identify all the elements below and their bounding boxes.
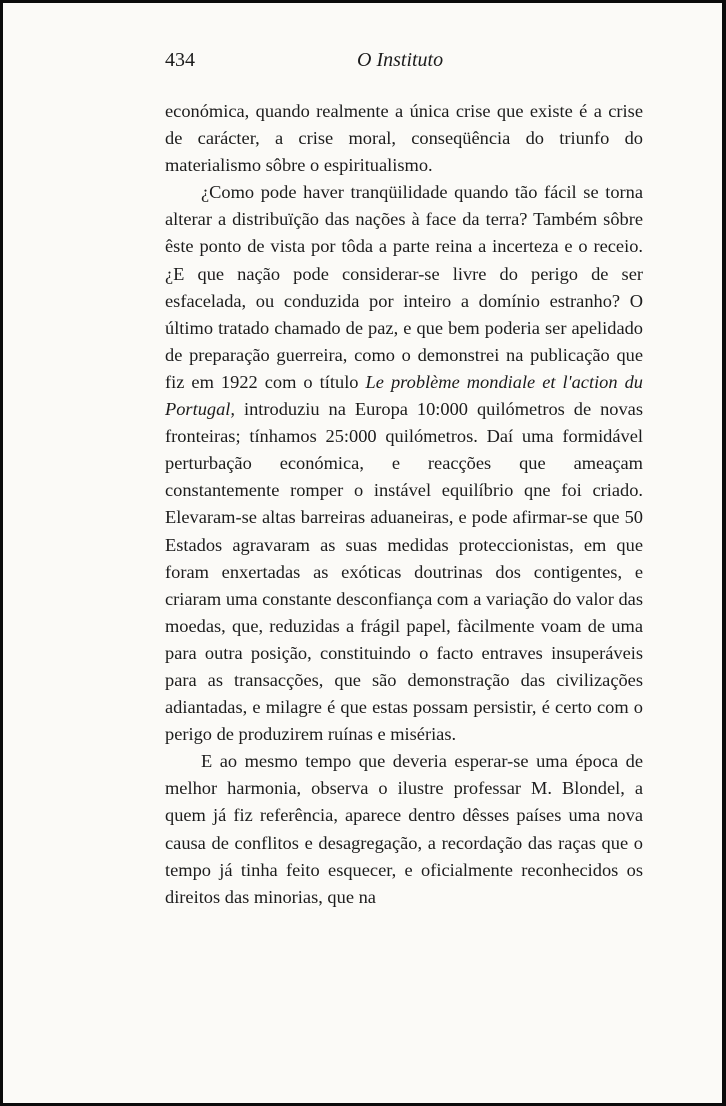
paragraph-3: E ao mesmo tempo que deveria esperar-se uma época de melhor harmonia, observa o ilustre professar M. Blondel, a quem já fiz referência, aparece dentro dêsses países uma nova causa de conflitos e desagregação, a recordação das raças que o tempo já tinha feito esquecer, e oficialmente reconhecidos os direitos das minorias, que na <box>165 751 643 907</box>
page-number: 434 <box>165 49 195 71</box>
body-text <box>165 98 643 911</box>
paragraph-1: económica, quando realmente a única crise que existe é a crise de carácter, a crise moral, conseqüência do triunfo do materialismo sôbre o espiritualismo. <box>165 101 643 176</box>
cited-title: Le problème mondiale et l'action du Portugal, <box>165 371 643 420</box>
page-header <box>165 49 645 79</box>
paragraph-2 <box>165 179 643 748</box>
paragraph-2-text-b: introduziu na Europa 10:000 quilómetros de novas fronteiras; tínhamos 25:000 quilómetros. Daí uma formidável perturbação económica, e reacções que ameaçam constantemente romper o instável equilíbrio qne foi criado. Elevaram-se altas barreiras aduaneiras, e pode afirmar-se que 50 Estados agravaram as suas medidas proteccionistas, em que foram enxertadas as exóticas doutrinas dos contigentes, e criaram uma constante desconfiança com a variação do valor das moedas, que, reduzidas a frágil papel, fàcilmente voam de uma para outra posição, constituindo o facto entraves insuperáveis para as transacções, que são demonstração das civilizações adiantadas, e milagre é que estas possam persistir, é certo com o perigo de produzirem ruínas e misérias. <box>165 399 643 745</box>
running-title: O Instituto <box>357 49 444 71</box>
paragraph-2-text-a: ¿Como pode haver tranqüilidade quando tão fácil se torna alterar a distribuïção das nações à face da terra? Também sôbre êste ponto de vista por tôda a parte reina a incerteza e o receio. ¿E que nação pode considerar-se livre do perigo de ser esfacelada, ou conduzida por inteiro a domínio estranho? O último tratado chamado de paz, e que bem poderia ser apelidado de preparação guerreira, como o demonstrei na publicação que fiz em 1922 com o título <box>165 182 643 392</box>
